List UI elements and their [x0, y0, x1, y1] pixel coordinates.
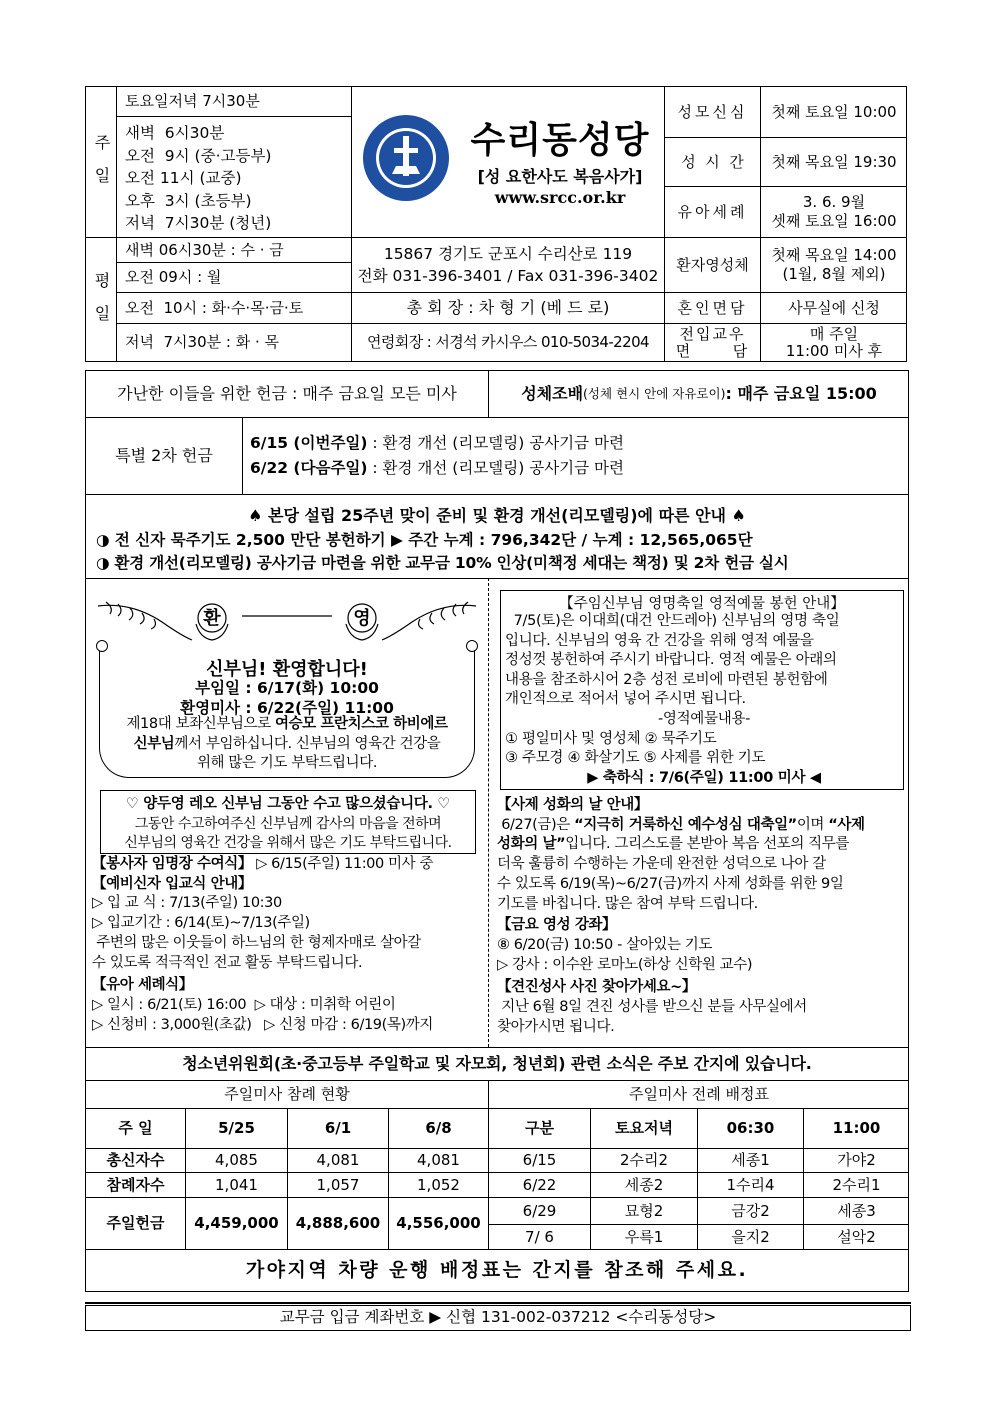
- friday-lecture-line: ▷ 강사 : 이수완 로마노(하상 신학원 교수): [497, 956, 753, 973]
- attendance-cell: 4,081: [417, 1151, 460, 1170]
- farewell-line: 신부님의 영육간 건강을 위해서 많은 기도 부탁드립니다.: [124, 835, 452, 851]
- special-offering-item: 6/22 (다음주일) : 환경 개선 (리모델링) 공사기금 마련: [250, 459, 624, 477]
- liturgy-cell: 1수리4: [726, 1175, 775, 1194]
- confirmation-photo-title: 【견진성사 사진 찾아가세요~】: [497, 979, 696, 996]
- website-link[interactable]: www.srcc.or.kr: [494, 188, 626, 207]
- liturgy-cell: 묘형2: [624, 1201, 664, 1220]
- friday-lecture-line: ⑧ 6/20(금) 10:50 - 살아있는 기도: [497, 936, 712, 953]
- special-offering-item: 6/15 (이번주일) : 환경 개선 (리모델링) 공사기금 마련: [250, 434, 624, 452]
- address-block: [352, 243, 664, 287]
- confirmation-photo-line: 찾아가시면 됩니다.: [497, 1018, 615, 1035]
- priest-day-line: 기도를 바칩니다. 많은 참여 부탁 드립니다.: [497, 895, 758, 912]
- liturgy-cell: 세종1: [731, 1151, 770, 1170]
- sunday-label: 주 일: [92, 134, 111, 190]
- youth-notice: 청소년위원회(초·중고등부 주일학교 및 자모회, 청년회) 관련 소식은 주보 간지에 있습니다.: [182, 1054, 812, 1073]
- liturgy-cell: 금강2: [731, 1201, 770, 1220]
- footer-top-line: [85, 1302, 911, 1304]
- liturgy-cell: 세종2: [624, 1175, 664, 1194]
- liturgy-header: 11:00: [832, 1119, 881, 1138]
- confirmation-photo-line: 지난 6월 8일 견진 성사를 받으신 분들 사무실에서: [497, 999, 807, 1016]
- service-value: 매 주일 11:00 미사 후: [785, 324, 883, 360]
- attendance-cell: 1,052: [417, 1175, 460, 1194]
- priest-day-line: 수 있도록 6/19(목)~6/27(금)까지 사제 성화를 위한 9일: [497, 875, 844, 892]
- attendance-cell: 4,085: [215, 1151, 258, 1170]
- poor-offering: 가난한 이들을 위한 헌금 : 매주 금요일 모든 미사: [117, 384, 457, 403]
- attendance-cell: 4,556,000: [396, 1214, 481, 1233]
- welcome-frame-corner-left: [96, 640, 108, 652]
- welcome-mass: 환영미사 : 6/22(주일) 11:00: [180, 699, 394, 717]
- sunday-mass-item: 오전 11시 (교중): [125, 169, 242, 187]
- catechumen-line: 주변의 많은 이웃들이 하느님의 한 형제자매로 살아갈: [92, 934, 421, 951]
- attendance-row-label: 총신자수: [106, 1151, 165, 1170]
- renovation-notice: ◑ 환경 개선(리모델링) 공사기금 마련을 위한 교무금 10% 인상(미책정 세대는 책정) 및 2차 헌금 실시: [96, 554, 789, 572]
- sunday-mass-list: [125, 122, 347, 235]
- sunday-mass-item: 저녁 7시30분 (청년): [125, 214, 272, 232]
- weekday-label: 평 일: [92, 272, 111, 328]
- right-notices: [497, 796, 907, 1037]
- rosary-notice: ◑ 전 신자 묵주기도 2,500 만단 봉헌하기 ▶ 주간 누계 : 796,342단 / 누계 : 12,565,065단: [96, 531, 753, 549]
- service-label: 환자영성체: [676, 255, 749, 274]
- attendance-header: 주 일: [118, 1119, 153, 1138]
- welcome-char-2: 영: [353, 608, 371, 629]
- special-offering-list: [250, 431, 624, 481]
- liturgy-header: 토요저녁: [615, 1119, 673, 1138]
- service-label: 성모신심: [677, 102, 748, 121]
- service-label: 유아세례: [677, 202, 748, 221]
- liturgy-cell: 세종3: [837, 1201, 876, 1220]
- adoration: 성체조배 (성체 현시 안에 자유로이) : 매주 금요일 15:00: [521, 384, 877, 403]
- column-divider: [488, 578, 489, 1047]
- sunday-mass-item: 오전 9시 (중·고등부): [125, 146, 272, 165]
- attendance-row-label: 주일헌금: [106, 1214, 165, 1233]
- attendance-title: 주일미사 참례 현황: [224, 1085, 350, 1104]
- parish-subtitle: [성 요한사도 복음사가]: [477, 167, 643, 186]
- priest-day-line: 성화의 날”입니다. 그리스도를 본받아 복음 선포의 직무를: [497, 836, 850, 853]
- parish-logo: [362, 114, 450, 202]
- infant-baptism-title: 【유아 세례식】: [92, 977, 193, 994]
- anniversary-title: ♠ 본당 설립 25주년 맞이 준비 및 환경 개선(리모델링)에 따른 안내 ♠: [248, 506, 746, 525]
- elder-president: 연령회장 : 서경석 카시우스 010-5034-2204: [367, 333, 649, 352]
- attendance-cell: 4,888,600: [295, 1214, 381, 1233]
- welcome-char-1: 환: [203, 608, 221, 629]
- liturgy-cell: 6/22: [522, 1175, 557, 1194]
- weekday-mass-item: 오전 10시 : 화·수·목·금·토: [125, 298, 304, 317]
- liturgy-cell: 6/15: [522, 1151, 557, 1170]
- welcome-date: 부임일 : 6/17(화) 10:00: [195, 679, 379, 697]
- liturgy-cell: 설악2: [837, 1227, 876, 1246]
- weekday-mass-item: 새벽 06시30분 : 수 · 금: [125, 240, 284, 259]
- catechumen-line: ▷ 입교기간 : 6/14(토)~7/13(주일): [92, 915, 310, 932]
- left-notices: [92, 855, 488, 1035]
- catechumen-title: 【예비신자 입교식 안내】: [92, 875, 252, 892]
- special-offering-label: 특별 2차 헌금: [115, 446, 213, 465]
- liturgy-cell: 2수리1: [832, 1175, 881, 1194]
- celebration: ▶ 축하식 : 7/6(주일) 11:00 미사 ◀: [587, 769, 821, 786]
- attendance-cell: 4,081: [316, 1151, 360, 1170]
- attendance-cell: 1,057: [316, 1175, 360, 1194]
- address: 15867 경기도 군포시 수리산로 119: [383, 245, 633, 263]
- service-value: 3. 6. 9월 셋째 토요일 16:00: [771, 193, 897, 230]
- friday-lecture-title: 【금요 영성 강좌】: [497, 917, 617, 934]
- sunday-mass-item: 오후 3시 (초등부): [125, 191, 252, 210]
- server-ceremony: 【봉사자 임명장 수여식】 ▷ 6/15(주일) 11:00 미사 중: [92, 856, 434, 872]
- service-label: 전입교우 면 담: [675, 324, 750, 360]
- liturgy-cell: 가야2: [837, 1151, 876, 1170]
- phone-fax: 전화 031-396-3401 / Fax 031-396-3402: [357, 267, 659, 285]
- feast-body: 7/5(토)은 이대희(대건 안드레아) 신부님의 영명 축일 입니다. 신부님의 영육 간 건강을 위해 영적 예물을 정성껏 봉헌하여 주시기 바랍니다. 영적 예물은 아래의 내용을 참조하시어 2층 성전 로비에 마련된 봉헌함에 개인적으로 적어서 넣어 주시면 됩니다. -영적예물내용- ① 평일미사 및 영성체 ② 묵주기도 ③ 주모경 ④ 화살기도 ⑤ 사제를 위한 기도 ▶ 축하식 : 7/6(주일) 11:00 미사 ◀: [505, 612, 903, 788]
- service-label: 혼인면담: [677, 298, 748, 317]
- liturgy-header: 06:30: [726, 1119, 775, 1138]
- weekday-mass-item: 오전 09시 : 월: [125, 268, 222, 287]
- infant-baptism-line: ▷ 일시 : 6/21(토) 16:00 ▷ 대상 : 미취학 어린이: [92, 996, 396, 1013]
- attendance-header: 5/25: [218, 1119, 255, 1138]
- vehicle-notice: 가야지역 차량 운행 배정표는 간지를 참조해 주세요.: [245, 1258, 749, 1281]
- service-value: 첫째 토요일 10:00: [771, 102, 897, 121]
- priest-day-line: 6/27(금)은 “지극히 거룩하신 예수성심 대축일”이며 “사제: [497, 816, 865, 833]
- attendance-header: 6/1: [324, 1119, 352, 1138]
- liturgy-cell: 우륵1: [624, 1227, 664, 1246]
- service-value: 사무실에 신청: [788, 298, 880, 317]
- priest-day-line: 더욱 훌륭히 수행하는 가운데 완전한 성덕으로 나아 갈: [497, 856, 826, 873]
- infant-baptism-line: ▷ 신청비 : 3,000원(초값) ▷ 신청 마감 : 6/19(목)까지: [92, 1016, 433, 1033]
- parish-name: 수리동성당: [470, 120, 650, 161]
- sunday-mass-item: 새벽 6시30분: [125, 124, 225, 142]
- liturgy-title: 주일미사 전례 배정표: [629, 1085, 769, 1104]
- farewell-line: 그동안 수고하여주신 신부님께 감사의 마음을 전하며: [134, 816, 442, 832]
- attendance-header: 6/8: [425, 1119, 452, 1138]
- liturgy-cell: 6/29: [522, 1201, 557, 1220]
- farewell-title: ♡ 양두영 레오 신부님 그동안 수고 많으셨습니다. ♡: [125, 796, 451, 812]
- welcome-frame-corner-right: [466, 640, 478, 652]
- attendance-row-label: 참례자수: [106, 1175, 165, 1194]
- liturgy-cell: 을지2: [731, 1227, 770, 1246]
- attendance-cell: 1,041: [215, 1175, 258, 1194]
- service-label: 성 시 간: [681, 152, 744, 171]
- service-value: 첫째 목요일 14:00 (1월, 8월 제외): [771, 246, 897, 283]
- liturgy-cell: 2수리2: [619, 1151, 669, 1170]
- welcome-title: 신부님! 환영합니다!: [206, 659, 368, 680]
- president: 총 회 장 : 차 형 기 (베 드 로): [406, 298, 610, 317]
- liturgy-cell: 7/ 6: [525, 1227, 554, 1246]
- priest-day-title: 【사제 성화의 날 안내】: [497, 797, 648, 813]
- service-value: 첫째 목요일 19:30: [771, 152, 897, 171]
- catechumen-line: ▷ 입 교 식 : 7/13(주일) 10:30: [92, 895, 282, 912]
- account-number: 교무금 입금 계좌번호 ▶ 신협 131-002-037212 <수리동성당>: [279, 1308, 717, 1327]
- weekday-mass-item: 저녁 7시30분 : 화 · 목: [125, 333, 280, 352]
- attendance-cell: 4,459,000: [194, 1214, 279, 1233]
- welcome-body: 제18대 보좌신부님으로 여승모 프란치스코 하비에르 신부님께서 부임하십니다. 신부님의 영육간 건강을 위해 많은 기도 부탁드립니다.: [126, 716, 448, 771]
- catechumen-line: 수 있도록 적극적인 전교 활동 부탁드립니다.: [92, 954, 363, 971]
- liturgy-header: 구분: [525, 1119, 554, 1138]
- sunday-saturday-mass: 토요일저녁 7시30분: [125, 92, 260, 111]
- feast-title: 【주임신부님 영명축일 영적예물 봉헌 안내】: [559, 596, 845, 612]
